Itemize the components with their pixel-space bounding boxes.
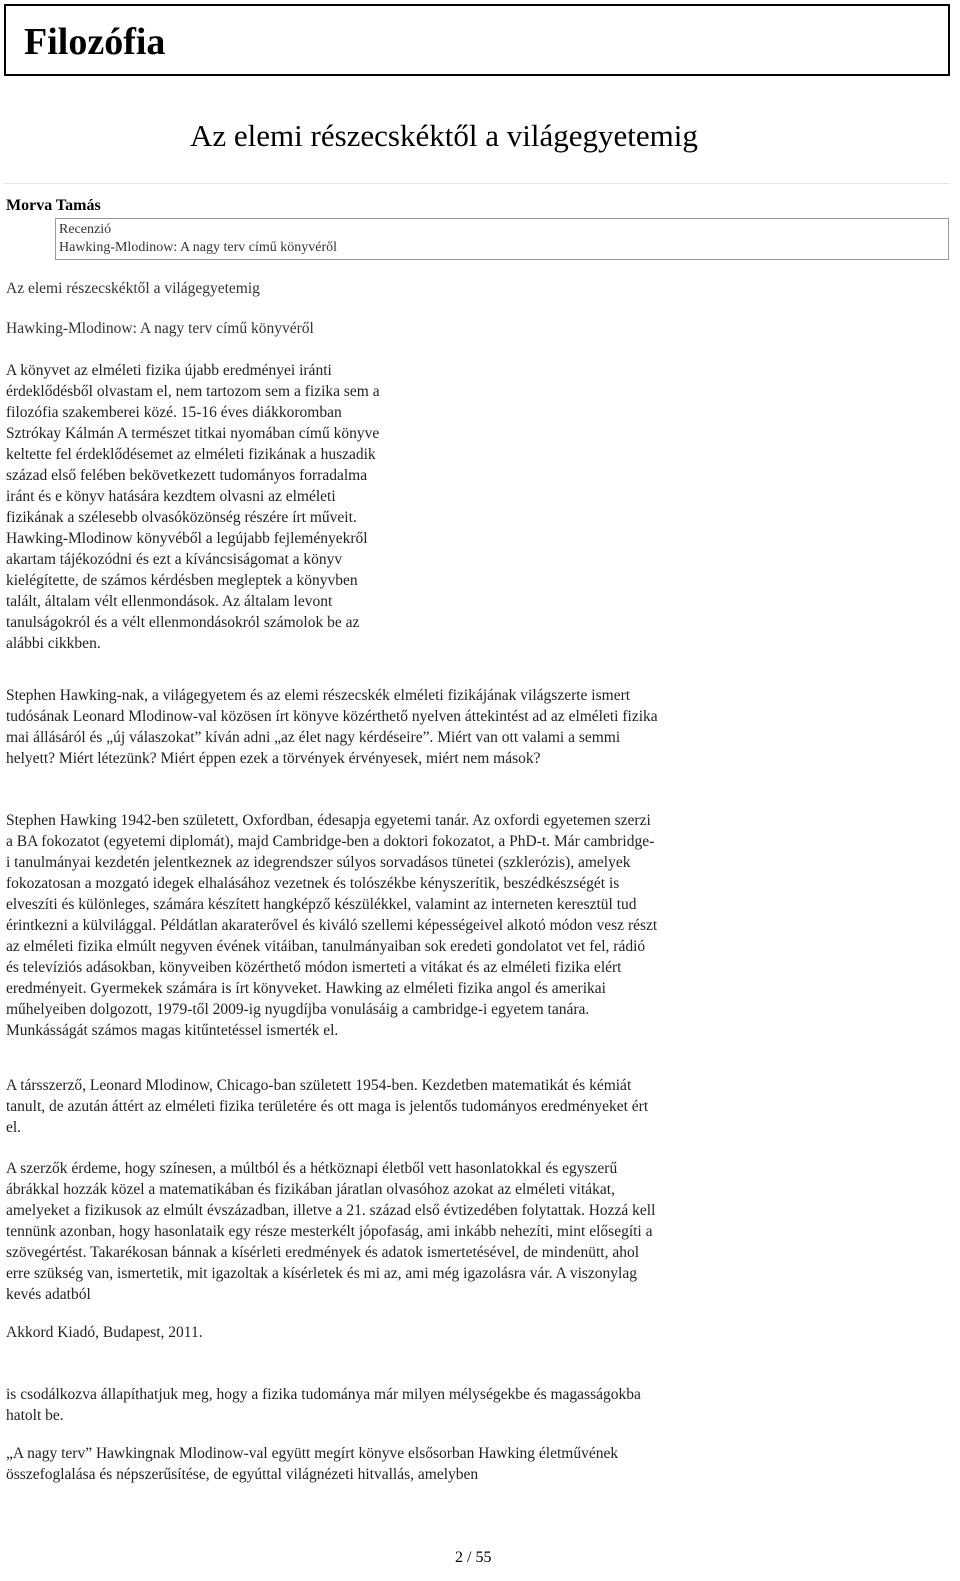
article-category: Recenzió [59,222,112,237]
intro-paragraph: A könyvet az elméleti fizika újabb eredményei iránti érdeklődésből olvastam el, nem tartozom sem a fizika sem a filozófia szakemberei közé. 15-16 éves diákkoromban Sztrókay Kálmán A természet titkai nyomában című könyve keltette fel érdeklődésemet az elméleti fizikának a huszadik század első felében bekövetkezett tudományos forradalma iránt és e könyv hatására kezdtem olvasni az elméleti fizikának a szélesebb olvasóközönség részére írt műveit. Hawking-Mlodinow könyvéből a legújabb fejleményekről akartam tájékozódni és ezt a kíváncsiságomat a könyv kielégítette, de számos kérdésben megleptek a könyvben talált, általam vélt ellenmondások. Az általam levont tanulságokról és a vélt ellenmondásokról számolok be az alábbi cikkben. [6,362,380,652]
body-paragraph: A szerzők érdeme, hogy színesen, a múltból és a hétköznapi életből vett hasonlatokkal és egyszerű ábrákkal hozzák közel a matematikában és fizikában járatlan olvasóhoz azokat az elméleti vitákat, amelyeket a fizikusok az elmúlt évszázadban, illetve a 21. század első évtizedében folytattak. Hozzá kell tennünk azonban, hogy hasonlataik egy része mesterkélt jópofaság, ami inkább nehezíti, mint elősegíti a szövegértést. Takarékosan bánnak a kísérleti eredmények és adatok ismertetésével, de mindenütt, ahol erre szükség van, ismertetik, mit igazoltak a kísérletek és mi az, ami még igazolásra vár. A viszonylag kevés adatból [6,1160,656,1303]
article-title: Az elemi részecskéktől a világegyetemig [190,118,698,153]
body-paragraph: A társszerző, Leonard Mlodinow, Chicago-ban született 1954-ben. Kezdetben matematikát és kémiát tanult, de azután áttért az elméleti fizika területére és ott maga is jelentős tudományos eredményeket ért el. [6,1077,649,1136]
publisher-note: Akkord Kiadó, Budapest, 2011. [6,1324,203,1341]
body-paragraph: „A nagy terv” Hawkingnak Mlodinow-val együtt megírt könyve elsősorban Hawking életművének összefoglalása és népszerűsítése, de egyúttal világnézeti hitvallás, amelyben [6,1445,619,1483]
author-name: Morva Tamás [6,197,101,214]
repeat-subtitle: Hawking-Mlodinow: A nagy terv című könyvéről [6,320,314,337]
body-paragraph: is csodálkozva állapíthatjuk meg, hogy a fizika tudománya már milyen mélységekbe és magasságokba hatolt be. [6,1386,641,1424]
body-paragraph: Stephen Hawking-nak, a világegyetem és az elemi részecskék elméleti fizikájának világszerte ismert tudósának Leonard Mlodinow-val közösen írt könyve közérthető nyelven áttekintést ad az elméleti fizika mai állásáról és „új válaszokat” kíván adni „az élet nagy kérdéseire”. Miért van ott valami a semmi helyett? Miért létezünk? Miért éppen ezek a törvények érvényesek, miért nem mások? [6,687,658,767]
page-number: 2 / 55 [455,1549,492,1566]
article-meta-box [55,218,949,260]
article-subtitle: Hawking-Mlodinow: A nagy terv című könyvéről [59,240,338,255]
site-header [4,4,950,76]
site-title: Filozófia [24,21,166,63]
body-paragraph: Stephen Hawking 1942-ben született, Oxfordban, édesapja egyetemi tanár. Az oxfordi egyetemen szerzi a BA fokozatot (egyetemi diplomát), majd Cambridge-ben a doktori fokozatot, a PhD-t. Már cambridge-i tanulmányai kezdetén jelentkeznek az idegrendszer súlyos sorvadásos tünetei (szklerózis), amelyek fokozatosan a mozgató idegek elhalásához vezetnek és tolószékbe kényszerítik, beszédkészségét is elveszíti és különleges, számára készített hangképző készülékkel, valamint az interneten keresztül tud érintkezni a külvilággal. Példátlan akaraterővel és kiváló szellemi képességeivel alkotó módon vesz részt az elméleti fizika elmúlt negyven évének vitáiban, tanulmányaiban sok eredeti gondolatot vet fel, rádió és televíziós adásokban, könyveiben közérthető módon ismerteti a vitákat és az elméleti fizika elért eredményeit. Gyermekek számára is írt könyveket. Hawking az elméleti fizika angol és amerikai műhelyeiben dolgozott, 1979-től 2009-ig nyugdíjba vonulásáig a cambridge-i egyetem tanára. Munkásságát számos magas kitűntetéssel ismerték el. [6,812,658,1039]
title-divider [4,183,950,184]
repeat-title: Az elemi részecskéktől a világegyetemig [6,280,260,297]
